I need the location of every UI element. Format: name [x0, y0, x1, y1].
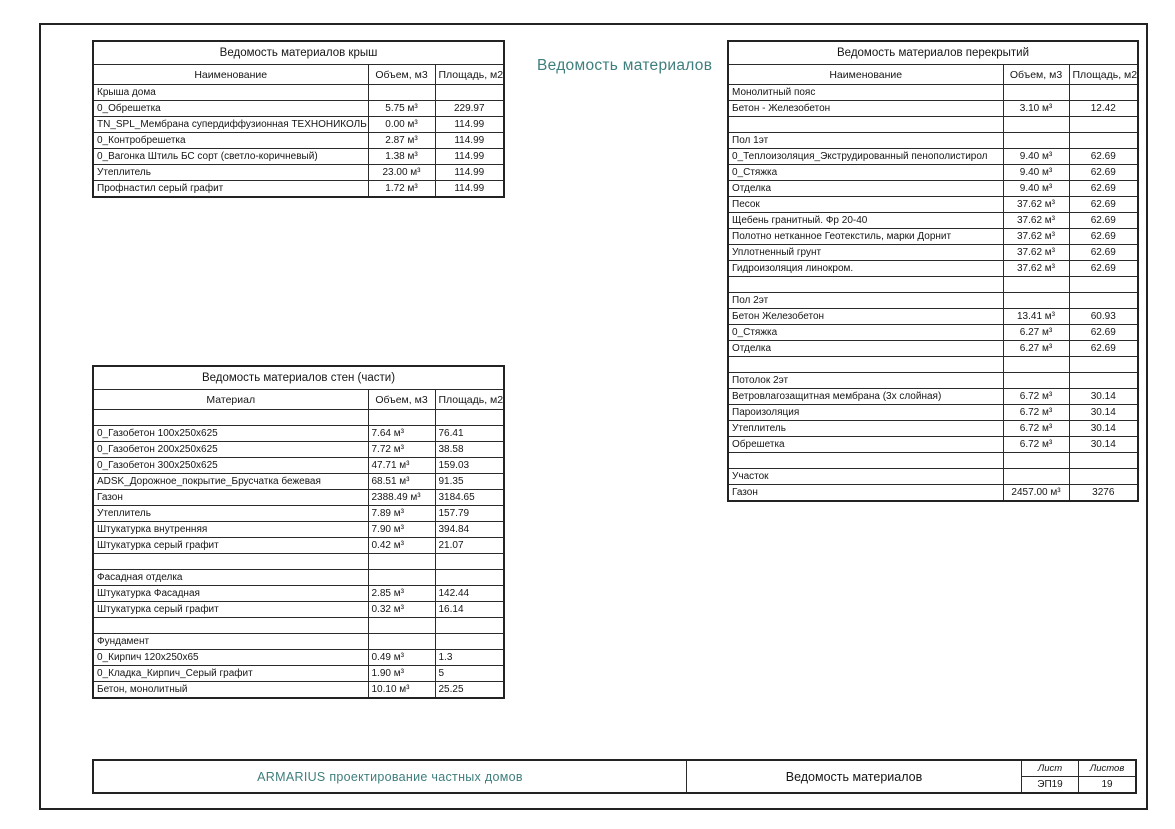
table-cell: 5	[435, 666, 504, 682]
table-title: Ведомость материалов стен (части)	[93, 366, 504, 390]
table-title: Ведомость материалов крыш	[93, 41, 504, 65]
table-title: Ведомость материалов перекрытий	[728, 41, 1138, 65]
table-cell: Пол 1эт	[728, 133, 1003, 149]
table-row	[93, 586, 504, 602]
table-cell: 76.41	[435, 426, 504, 442]
table-cell	[435, 554, 504, 570]
table-cell: 62.69	[1069, 197, 1138, 213]
table-cell: 1.38 м³	[368, 149, 435, 165]
table-cell: TN_SPL_Мембрана супердиффузионная ТЕХНОНИКОЛЬ	[93, 117, 368, 133]
table-cell: 25.25	[435, 682, 504, 699]
table-cell: 114.99	[435, 181, 504, 198]
table-cell	[1069, 357, 1138, 373]
table-cell	[368, 410, 435, 426]
table-cell: Песок	[728, 197, 1003, 213]
sheets-total: 19	[1101, 778, 1113, 790]
table-cell: 2.87 м³	[368, 133, 435, 149]
table-row	[93, 149, 504, 165]
table-cell: Крыша дома	[93, 85, 368, 101]
table-row	[728, 309, 1138, 325]
column-header: Наименование	[728, 65, 1003, 85]
sheet-number-box	[1022, 761, 1135, 792]
table-cell: 47.71 м³	[368, 458, 435, 474]
table-title-row	[93, 41, 504, 65]
column-header: Объем, м3	[368, 65, 435, 85]
table-row	[728, 213, 1138, 229]
table-cell: 37.62 м³	[1003, 213, 1069, 229]
table-cell	[1003, 453, 1069, 469]
table-cell: Утеплитель	[93, 506, 368, 522]
column-header: Площадь, м2	[1069, 65, 1138, 85]
table-cell: 37.62 м³	[1003, 197, 1069, 213]
table-row	[93, 101, 504, 117]
table-cell: 10.10 м³	[368, 682, 435, 699]
table-cell: Фундамент	[93, 634, 368, 650]
table-cell	[1069, 293, 1138, 309]
table-cell	[1003, 357, 1069, 373]
table-cell: 0_Газобетон 300x250x625	[93, 458, 368, 474]
table-header-row	[93, 65, 504, 85]
table-row	[728, 341, 1138, 357]
table-row	[728, 437, 1138, 453]
table-row	[93, 602, 504, 618]
table-cell: 30.14	[1069, 405, 1138, 421]
table-cell: 6.27 м³	[1003, 341, 1069, 357]
table-cell: 30.14	[1069, 437, 1138, 453]
table-cell: Штукатурка серый графит	[93, 538, 368, 554]
table-cell: 38.58	[435, 442, 504, 458]
table-cell: 6.72 м³	[1003, 405, 1069, 421]
table-cell: 7.89 м³	[368, 506, 435, 522]
table-cell: 62.69	[1069, 325, 1138, 341]
table-cell	[1003, 373, 1069, 389]
table-cell	[1069, 85, 1138, 101]
view-title: Ведомость материалов	[537, 57, 713, 74]
table-cell: 0.00 м³	[368, 117, 435, 133]
table-cell	[368, 85, 435, 101]
table-row	[728, 197, 1138, 213]
table-cell: 0_Обрешетка	[93, 101, 368, 117]
table-cell: Бетон Железобетон	[728, 309, 1003, 325]
table-row	[728, 293, 1138, 309]
table-cell: 0_Газобетон 200x250x625	[93, 442, 368, 458]
table-cell	[1069, 133, 1138, 149]
table-cell	[435, 85, 504, 101]
table-row	[93, 410, 504, 426]
table-cell	[728, 277, 1003, 293]
table-cell: 68.51 м³	[368, 474, 435, 490]
table-row	[728, 181, 1138, 197]
table-row	[93, 666, 504, 682]
table-cell: 3.10 м³	[1003, 101, 1069, 117]
table-cell: 9.40 м³	[1003, 165, 1069, 181]
walls-materials-schedule	[92, 365, 505, 699]
table-cell: 0_Контробрешетка	[93, 133, 368, 149]
table-cell: 7.64 м³	[368, 426, 435, 442]
table-row	[728, 133, 1138, 149]
table-cell: Газон	[93, 490, 368, 506]
table-cell: 16.14	[435, 602, 504, 618]
table-row	[728, 261, 1138, 277]
column-header: Площадь, м2	[435, 390, 504, 410]
table-cell: 0_Теплоизоляция_Экструдированный пенополистирол	[728, 149, 1003, 165]
table-row	[728, 245, 1138, 261]
roof-materials-schedule	[92, 40, 505, 198]
table-cell: 6.72 м³	[1003, 437, 1069, 453]
table-row	[728, 85, 1138, 101]
table-cell: 60.93	[1069, 309, 1138, 325]
table-cell	[728, 453, 1003, 469]
table-cell: Монолитный пояс	[728, 85, 1003, 101]
table-row	[728, 421, 1138, 437]
table-cell: Участок	[728, 469, 1003, 485]
table-row	[93, 85, 504, 101]
table-cell	[435, 634, 504, 650]
table-cell	[93, 554, 368, 570]
table-cell: Штукатурка Фасадная	[93, 586, 368, 602]
table-row	[728, 117, 1138, 133]
sheet-label: Лист	[1022, 761, 1079, 777]
table-cell: 114.99	[435, 117, 504, 133]
table-row	[93, 165, 504, 181]
table-cell: Штукатурка серый графит	[93, 602, 368, 618]
table-cell: Обрешетка	[728, 437, 1003, 453]
table-row	[93, 650, 504, 666]
table-cell: 0.32 м³	[368, 602, 435, 618]
table-cell: Бетон - Железобетон	[728, 101, 1003, 117]
table-cell	[435, 618, 504, 634]
table-cell	[1069, 277, 1138, 293]
table-row	[728, 325, 1138, 341]
table-cell: Ветровлагозащитная мембрана (3х слойная)	[728, 389, 1003, 405]
column-header: Объем, м3	[1003, 65, 1069, 85]
table-row	[93, 117, 504, 133]
table-cell: Щебень гранитный. Фр 20-40	[728, 213, 1003, 229]
table-cell: Бетон, монолитный	[93, 682, 368, 699]
table-cell: 1.72 м³	[368, 181, 435, 198]
sheet-number: ЭП19	[1022, 777, 1079, 793]
table-cell: 6.27 м³	[1003, 325, 1069, 341]
table-cell: 2.85 м³	[368, 586, 435, 602]
table-row	[728, 469, 1138, 485]
table-cell: 3184.65	[435, 490, 504, 506]
table-cell: 37.62 м³	[1003, 245, 1069, 261]
table-cell	[368, 554, 435, 570]
table-cell	[1003, 293, 1069, 309]
table-cell: Уплотненный грунт	[728, 245, 1003, 261]
table-cell: 62.69	[1069, 261, 1138, 277]
table-cell: 21.07	[435, 538, 504, 554]
table-row	[93, 426, 504, 442]
table-cell: 157.79	[435, 506, 504, 522]
table-cell	[435, 410, 504, 426]
table-cell	[1003, 85, 1069, 101]
table-row	[93, 634, 504, 650]
table-cell	[1003, 277, 1069, 293]
floors-materials-schedule	[727, 40, 1139, 502]
table-row	[728, 453, 1138, 469]
company-name: ARMARIUS проектирование частных домов	[94, 761, 687, 792]
table-row	[93, 506, 504, 522]
table-title-row	[728, 41, 1138, 65]
table-cell: 30.14	[1069, 389, 1138, 405]
table-cell: 142.44	[435, 586, 504, 602]
table-cell: 229.97	[435, 101, 504, 117]
table-cell: 7.90 м³	[368, 522, 435, 538]
table-cell	[1003, 133, 1069, 149]
table-cell: Полотно нетканное Геотекстиль, марки Дорнит	[728, 229, 1003, 245]
table-cell: 37.62 м³	[1003, 261, 1069, 277]
table-cell	[1069, 373, 1138, 389]
table-cell: 9.40 м³	[1003, 181, 1069, 197]
table-cell: Отделка	[728, 181, 1003, 197]
table-cell: Газон	[728, 485, 1003, 502]
table-cell: Штукатурка внутренняя	[93, 522, 368, 538]
table-header-row	[93, 390, 504, 410]
table-row	[728, 229, 1138, 245]
table-row	[93, 458, 504, 474]
table-row	[728, 389, 1138, 405]
table-row	[93, 538, 504, 554]
table-cell: 0.49 м³	[368, 650, 435, 666]
table-cell	[368, 570, 435, 586]
table-cell: 0_Газобетон 100x250x625	[93, 426, 368, 442]
title-block	[92, 759, 1137, 794]
table-cell: 62.69	[1069, 149, 1138, 165]
table-cell: 23.00 м³	[368, 165, 435, 181]
table-row	[93, 474, 504, 490]
table-row	[728, 357, 1138, 373]
table-cell	[93, 618, 368, 634]
table-cell: 159.03	[435, 458, 504, 474]
table-cell: 5.75 м³	[368, 101, 435, 117]
table-cell: 62.69	[1069, 213, 1138, 229]
table-cell	[368, 634, 435, 650]
table-cell: Потолок 2эт	[728, 373, 1003, 389]
table-cell	[728, 357, 1003, 373]
table-cell: Утеплитель	[728, 421, 1003, 437]
table-cell: 3276	[1069, 485, 1138, 502]
table-cell	[1069, 117, 1138, 133]
table-row	[93, 554, 504, 570]
table-row	[728, 165, 1138, 181]
table-cell	[368, 618, 435, 634]
table-cell: 114.99	[435, 133, 504, 149]
table-cell: 0_Кладка_Кирпич_Серый графит	[93, 666, 368, 682]
table-cell: 0.42 м³	[368, 538, 435, 554]
table-row	[93, 442, 504, 458]
table-cell: 12.42	[1069, 101, 1138, 117]
table-cell: Профнастил серый графит	[93, 181, 368, 198]
table-cell: 0_Стяжка	[728, 325, 1003, 341]
table-row	[93, 682, 504, 699]
table-cell	[1003, 117, 1069, 133]
table-cell: 91.35	[435, 474, 504, 490]
table-row	[728, 149, 1138, 165]
table-cell: 1.90 м³	[368, 666, 435, 682]
table-cell: Пароизоляция	[728, 405, 1003, 421]
table-cell	[1069, 469, 1138, 485]
table-row	[93, 181, 504, 198]
table-cell: 30.14	[1069, 421, 1138, 437]
table-cell: 62.69	[1069, 229, 1138, 245]
table-cell: 62.69	[1069, 341, 1138, 357]
table-title-row	[93, 366, 504, 390]
table-cell	[1003, 469, 1069, 485]
table-cell: 2457.00 м³	[1003, 485, 1069, 502]
table-row	[93, 618, 504, 634]
table-cell: 6.72 м³	[1003, 421, 1069, 437]
table-row	[93, 490, 504, 506]
table-row	[728, 405, 1138, 421]
table-cell	[435, 570, 504, 586]
column-header: Объем, м3	[368, 390, 435, 410]
table-cell: 6.72 м³	[1003, 389, 1069, 405]
table-cell: 13.41 м³	[1003, 309, 1069, 325]
table-cell: 62.69	[1069, 245, 1138, 261]
table-cell: 0_Вагонка Штиль БС сорт (светло-коричневый)	[93, 149, 368, 165]
table-cell	[728, 117, 1003, 133]
table-cell: 0_Кирпич 120x250x65	[93, 650, 368, 666]
table-row	[93, 133, 504, 149]
table-cell	[93, 410, 368, 426]
table-row	[728, 277, 1138, 293]
table-cell	[1069, 453, 1138, 469]
table-cell: Гидроизоляция линокром.	[728, 261, 1003, 277]
table-cell: 9.40 м³	[1003, 149, 1069, 165]
table-cell: 7.72 м³	[368, 442, 435, 458]
table-cell: 1.3	[435, 650, 504, 666]
table-cell: Утеплитель	[93, 165, 368, 181]
table-row	[728, 101, 1138, 117]
table-cell: Отделка	[728, 341, 1003, 357]
table-row	[93, 570, 504, 586]
column-header: Площадь, м2	[435, 65, 504, 85]
column-header: Материал	[93, 390, 368, 410]
table-cell: Пол 2эт	[728, 293, 1003, 309]
table-cell: 37.62 м³	[1003, 229, 1069, 245]
table-cell: 0_Стяжка	[728, 165, 1003, 181]
document-title: Ведомость материалов	[687, 761, 1022, 792]
table-cell: 62.69	[1069, 181, 1138, 197]
table-cell: Фасадная отделка	[93, 570, 368, 586]
table-row	[728, 373, 1138, 389]
table-cell: 114.99	[435, 149, 504, 165]
table-header-row	[728, 65, 1138, 85]
table-cell: 62.69	[1069, 165, 1138, 181]
table-cell: 2388.49 м³	[368, 490, 435, 506]
table-cell: 114.99	[435, 165, 504, 181]
column-header: Наименование	[93, 65, 368, 85]
table-row	[728, 485, 1138, 502]
table-row	[93, 522, 504, 538]
sheets-total-label: Листов	[1079, 761, 1135, 777]
table-cell: 394.84	[435, 522, 504, 538]
table-cell: ADSK_Дорожное_покрытие_Брусчатка бежевая	[93, 474, 368, 490]
